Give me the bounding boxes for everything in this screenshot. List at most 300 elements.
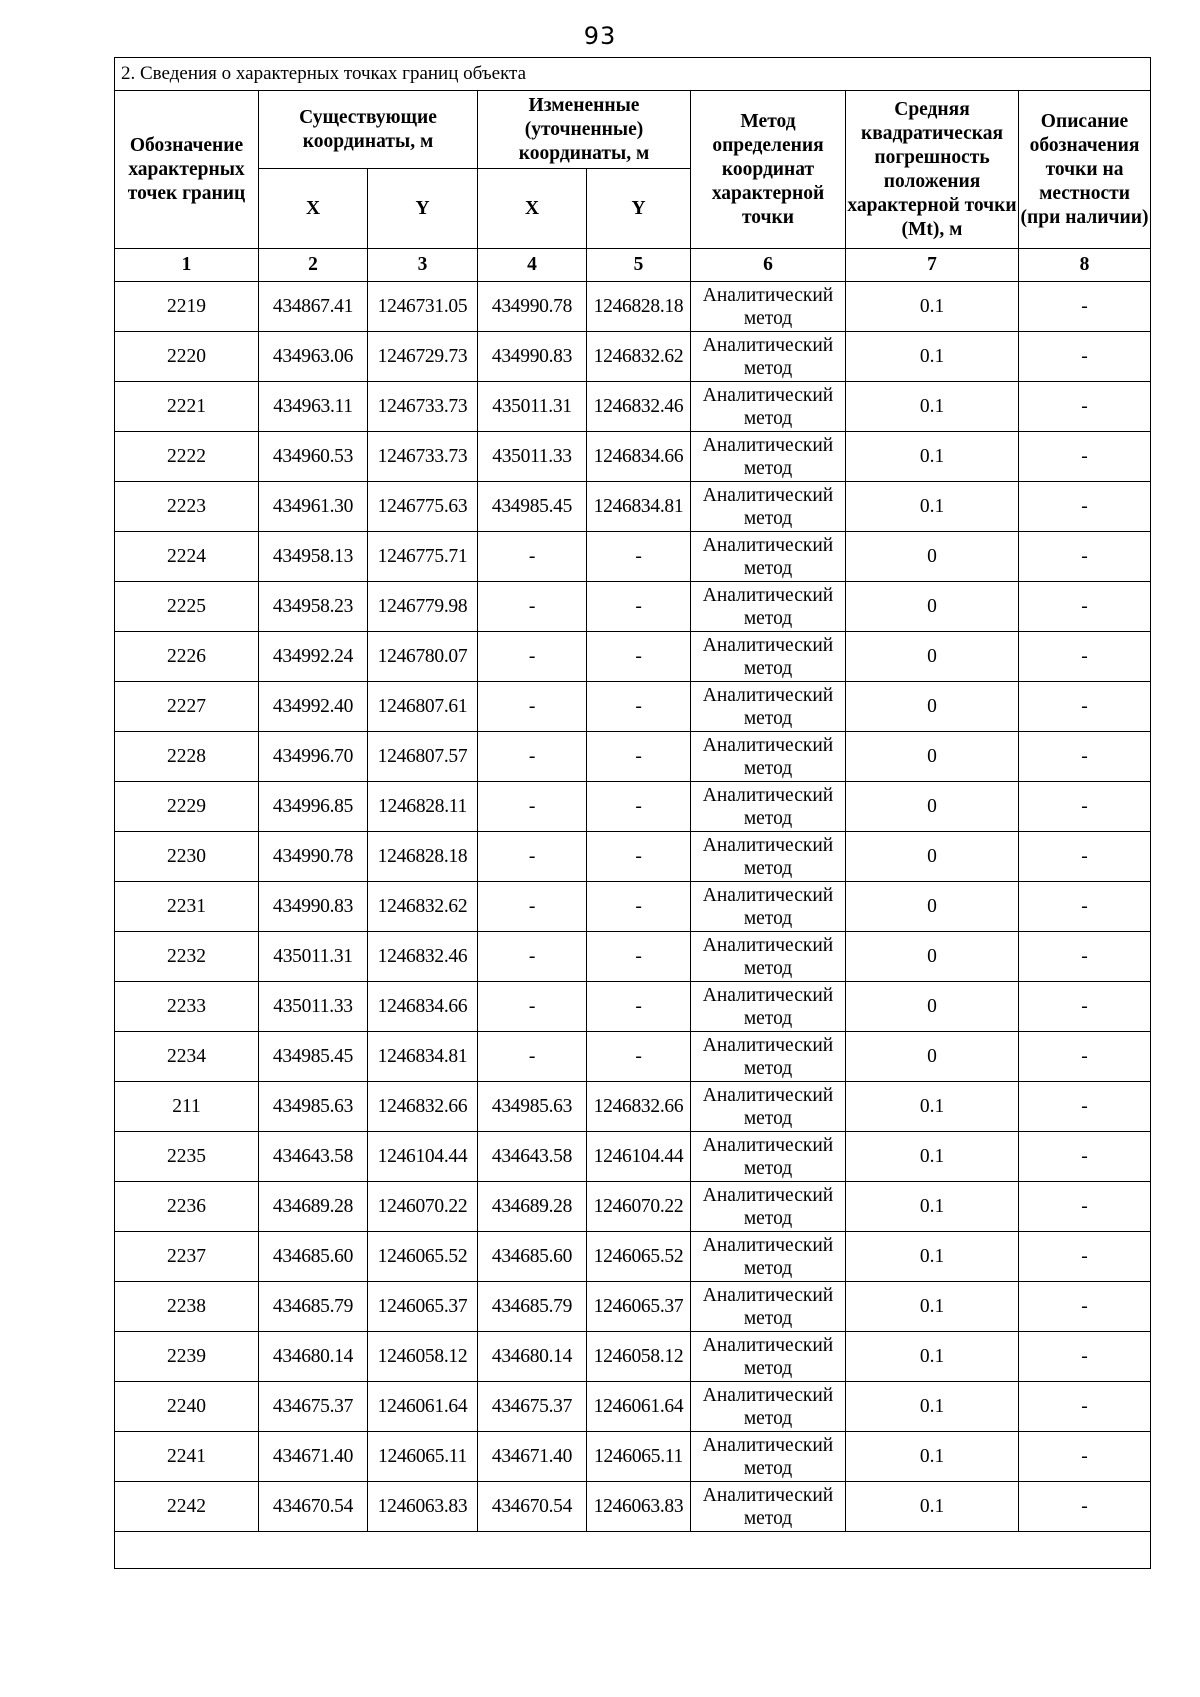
description-cell: -: [1019, 382, 1151, 432]
existing-x-cell: 434992.24: [259, 632, 368, 682]
table-row: [115, 1182, 1151, 1232]
changed-y-cell: -: [587, 932, 691, 982]
table-row: [115, 682, 1151, 732]
existing-x-cell: 434996.85: [259, 782, 368, 832]
point-id-cell: 211: [115, 1082, 259, 1132]
existing-y-cell: 1246834.81: [368, 1032, 478, 1082]
error-cell: 0.1: [846, 382, 1019, 432]
error-cell: 0.1: [846, 1382, 1019, 1432]
method-line-2: метод: [743, 1107, 793, 1129]
method-cell: [691, 782, 846, 832]
point-id-cell: 2228: [115, 732, 259, 782]
point-id-cell: 2222: [115, 432, 259, 482]
method-line-1: Аналитический: [702, 1334, 834, 1356]
method-line-1: Аналитический: [702, 484, 834, 506]
method-line-2: метод: [743, 1357, 793, 1379]
point-id-cell: 2221: [115, 382, 259, 432]
description-cell: -: [1019, 932, 1151, 982]
error-cell: 0: [846, 682, 1019, 732]
point-id-cell: 2223: [115, 482, 259, 532]
changed-x-cell: 434990.78: [478, 282, 587, 332]
changed-y-cell: -: [587, 632, 691, 682]
method-line-1: Аналитический: [702, 1084, 834, 1106]
column-number: 1: [115, 249, 259, 282]
changed-x-cell: 434675.37: [478, 1382, 587, 1432]
changed-x-cell: 434990.83: [478, 332, 587, 382]
error-cell: 0: [846, 1032, 1019, 1082]
column-number: 3: [368, 249, 478, 282]
description-cell: -: [1019, 1432, 1151, 1482]
method-line-2: метод: [743, 1457, 793, 1479]
method-cell: [691, 1332, 846, 1382]
method-line-1: Аналитический: [702, 1284, 834, 1306]
point-id-cell: 2237: [115, 1232, 259, 1282]
existing-x-cell: 434643.58: [259, 1132, 368, 1182]
description-cell: -: [1019, 682, 1151, 732]
table-row: [115, 932, 1151, 982]
header-existing-x: X: [259, 169, 368, 249]
header-designation: Обозначение характерных точек границ: [115, 91, 259, 249]
point-id-cell: 2238: [115, 1282, 259, 1332]
error-cell: 0.1: [846, 1432, 1019, 1482]
point-id-cell: 2219: [115, 282, 259, 332]
changed-x-cell: 434685.79: [478, 1282, 587, 1332]
method-cell: [691, 632, 846, 682]
changed-y-cell: -: [587, 882, 691, 932]
method-line-1: Аналитический: [702, 984, 834, 1006]
existing-y-cell: 1246828.18: [368, 832, 478, 882]
method-cell: [691, 332, 846, 382]
error-cell: 0.1: [846, 1132, 1019, 1182]
changed-x-cell: -: [478, 932, 587, 982]
changed-x-cell: -: [478, 632, 587, 682]
point-id-cell: 2230: [115, 832, 259, 882]
existing-x-cell: 434963.06: [259, 332, 368, 382]
existing-x-cell: 434671.40: [259, 1432, 368, 1482]
existing-y-cell: 1246775.63: [368, 482, 478, 532]
method-line-2: метод: [743, 1407, 793, 1429]
error-cell: 0: [846, 982, 1019, 1032]
changed-x-cell: -: [478, 732, 587, 782]
changed-x-cell: 434985.63: [478, 1082, 587, 1132]
error-cell: 0.1: [846, 432, 1019, 482]
method-cell: [691, 282, 846, 332]
existing-y-cell: 1246733.73: [368, 432, 478, 482]
method-line-2: метод: [743, 607, 793, 629]
existing-x-cell: 434992.40: [259, 682, 368, 732]
method-line-1: Аналитический: [702, 1034, 834, 1056]
changed-x-cell: 434670.54: [478, 1482, 587, 1532]
table-row: [115, 1082, 1151, 1132]
method-cell: [691, 682, 846, 732]
changed-y-cell: -: [587, 832, 691, 882]
changed-x-cell: -: [478, 582, 587, 632]
error-cell: 0: [846, 932, 1019, 982]
description-cell: -: [1019, 582, 1151, 632]
method-cell: [691, 982, 846, 1032]
existing-y-cell: 1246061.64: [368, 1382, 478, 1432]
existing-x-cell: 434685.79: [259, 1282, 368, 1332]
table-row: [115, 482, 1151, 532]
description-cell: -: [1019, 482, 1151, 532]
method-line-1: Аналитический: [702, 634, 834, 656]
point-id-cell: 2240: [115, 1382, 259, 1432]
error-cell: 0: [846, 582, 1019, 632]
existing-x-cell: 434961.30: [259, 482, 368, 532]
table-row: [115, 1232, 1151, 1282]
description-cell: -: [1019, 832, 1151, 882]
changed-x-cell: 434671.40: [478, 1432, 587, 1482]
changed-x-cell: 434689.28: [478, 1182, 587, 1232]
error-cell: 0: [846, 632, 1019, 682]
method-cell: [691, 932, 846, 982]
existing-x-cell: 434985.45: [259, 1032, 368, 1082]
existing-x-cell: 434963.11: [259, 382, 368, 432]
method-cell: [691, 432, 846, 482]
existing-y-cell: 1246065.11: [368, 1432, 478, 1482]
error-cell: 0: [846, 782, 1019, 832]
point-id-cell: 2236: [115, 1182, 259, 1232]
header-description: Описание обозначения точки на местности (при наличии): [1019, 91, 1151, 249]
method-line-1: Аналитический: [702, 1384, 834, 1406]
existing-x-cell: 434996.70: [259, 732, 368, 782]
changed-x-cell: 434685.60: [478, 1232, 587, 1282]
method-line-1: Аналитический: [702, 1434, 834, 1456]
method-line-2: метод: [743, 1257, 793, 1279]
existing-x-cell: 435011.33: [259, 982, 368, 1032]
existing-y-cell: 1246063.83: [368, 1482, 478, 1532]
method-line-2: метод: [743, 457, 793, 479]
method-line-2: метод: [743, 507, 793, 529]
method-cell: [691, 1182, 846, 1232]
header-error: Средняя квадратическая погрешность положения характерной точки (Mt), м: [846, 91, 1019, 249]
table-row: [115, 632, 1151, 682]
changed-y-cell: 1246063.83: [587, 1482, 691, 1532]
description-cell: -: [1019, 782, 1151, 832]
existing-y-cell: 1246832.66: [368, 1082, 478, 1132]
description-cell: -: [1019, 282, 1151, 332]
method-line-1: Аналитический: [702, 1484, 834, 1506]
method-line-1: Аналитический: [702, 1184, 834, 1206]
existing-y-cell: 1246832.46: [368, 932, 478, 982]
column-number: 5: [587, 249, 691, 282]
error-cell: 0: [846, 882, 1019, 932]
existing-y-cell: 1246733.73: [368, 382, 478, 432]
table-row: [115, 732, 1151, 782]
changed-x-cell: 434643.58: [478, 1132, 587, 1182]
method-cell: [691, 1132, 846, 1182]
table-row: [115, 982, 1151, 1032]
existing-x-cell: 434990.83: [259, 882, 368, 932]
error-cell: 0: [846, 832, 1019, 882]
existing-y-cell: 1246729.73: [368, 332, 478, 382]
header-changed-x: X: [478, 169, 587, 249]
description-cell: -: [1019, 1232, 1151, 1282]
error-cell: 0: [846, 732, 1019, 782]
error-cell: 0.1: [846, 1232, 1019, 1282]
table-row: [115, 332, 1151, 382]
changed-y-cell: 1246834.81: [587, 482, 691, 532]
table-row: [115, 832, 1151, 882]
method-line-1: Аналитический: [702, 434, 834, 456]
changed-x-cell: 434680.14: [478, 1332, 587, 1382]
method-line-1: Аналитический: [702, 934, 834, 956]
method-line-1: Аналитический: [702, 784, 834, 806]
changed-x-cell: -: [478, 1032, 587, 1082]
point-id-cell: 2233: [115, 982, 259, 1032]
existing-y-cell: 1246065.52: [368, 1232, 478, 1282]
changed-y-cell: 1246065.52: [587, 1232, 691, 1282]
method-line-1: Аналитический: [702, 684, 834, 706]
changed-y-cell: 1246058.12: [587, 1332, 691, 1382]
table-row: [115, 782, 1151, 832]
method-cell: [691, 882, 846, 932]
method-cell: [691, 1482, 846, 1532]
changed-x-cell: -: [478, 682, 587, 732]
existing-x-cell: 434689.28: [259, 1182, 368, 1232]
method-line-2: метод: [743, 407, 793, 429]
changed-x-cell: -: [478, 832, 587, 882]
description-cell: -: [1019, 1332, 1151, 1382]
description-cell: -: [1019, 1132, 1151, 1182]
method-cell: [691, 482, 846, 532]
method-line-1: Аналитический: [702, 834, 834, 856]
method-cell: [691, 1032, 846, 1082]
point-id-cell: 2225: [115, 582, 259, 632]
method-line-2: метод: [743, 907, 793, 929]
column-number: 4: [478, 249, 587, 282]
method-cell: [691, 1282, 846, 1332]
point-id-cell: 2232: [115, 932, 259, 982]
method-cell: [691, 1382, 846, 1432]
method-cell: [691, 1432, 846, 1482]
changed-x-cell: -: [478, 882, 587, 932]
method-line-2: метод: [743, 307, 793, 329]
changed-y-cell: -: [587, 682, 691, 732]
table-row: [115, 282, 1151, 332]
existing-x-cell: 435011.31: [259, 932, 368, 982]
existing-y-cell: 1246104.44: [368, 1132, 478, 1182]
existing-y-cell: 1246731.05: [368, 282, 478, 332]
changed-y-cell: -: [587, 1032, 691, 1082]
changed-y-cell: 1246834.66: [587, 432, 691, 482]
table-row: [115, 532, 1151, 582]
error-cell: 0: [846, 532, 1019, 582]
method-line-2: метод: [743, 1307, 793, 1329]
point-id-cell: 2239: [115, 1332, 259, 1382]
method-line-1: Аналитический: [702, 1234, 834, 1256]
method-line-1: Аналитический: [702, 734, 834, 756]
table-row: [115, 582, 1151, 632]
table-row: [115, 1432, 1151, 1482]
changed-y-cell: 1246832.46: [587, 382, 691, 432]
column-number: 7: [846, 249, 1019, 282]
method-line-1: Аналитический: [702, 1134, 834, 1156]
point-id-cell: 2231: [115, 882, 259, 932]
header-existing-y: Y: [368, 169, 478, 249]
existing-x-cell: 434958.13: [259, 532, 368, 582]
existing-x-cell: 434675.37: [259, 1382, 368, 1432]
existing-y-cell: 1246780.07: [368, 632, 478, 682]
method-line-2: метод: [743, 1057, 793, 1079]
description-cell: -: [1019, 1382, 1151, 1432]
method-cell: [691, 1232, 846, 1282]
description-cell: -: [1019, 732, 1151, 782]
table-row: [115, 882, 1151, 932]
method-line-2: метод: [743, 1207, 793, 1229]
table-row: [115, 1482, 1151, 1532]
table-row: [115, 1032, 1151, 1082]
existing-y-cell: 1246779.98: [368, 582, 478, 632]
changed-x-cell: 435011.33: [478, 432, 587, 482]
existing-x-cell: 434958.23: [259, 582, 368, 632]
description-cell: -: [1019, 1082, 1151, 1132]
method-line-1: Аналитический: [702, 284, 834, 306]
method-line-2: метод: [743, 1507, 793, 1529]
method-line-2: метод: [743, 857, 793, 879]
error-cell: 0.1: [846, 1482, 1019, 1532]
changed-y-cell: 1246104.44: [587, 1132, 691, 1182]
table-row: [115, 1132, 1151, 1182]
existing-x-cell: 434680.14: [259, 1332, 368, 1382]
empty-footer-row: [115, 1532, 1151, 1569]
changed-y-cell: 1246070.22: [587, 1182, 691, 1232]
existing-y-cell: 1246058.12: [368, 1332, 478, 1382]
point-id-cell: 2234: [115, 1032, 259, 1082]
changed-y-cell: -: [587, 582, 691, 632]
error-cell: 0.1: [846, 332, 1019, 382]
existing-y-cell: 1246832.62: [368, 882, 478, 932]
method-cell: [691, 382, 846, 432]
existing-x-cell: 434867.41: [259, 282, 368, 332]
description-cell: -: [1019, 432, 1151, 482]
method-cell: [691, 832, 846, 882]
existing-y-cell: 1246807.57: [368, 732, 478, 782]
point-id-cell: 2229: [115, 782, 259, 832]
changed-y-cell: 1246065.37: [587, 1282, 691, 1332]
error-cell: 0.1: [846, 1082, 1019, 1132]
method-cell: [691, 732, 846, 782]
method-cell: [691, 582, 846, 632]
column-number: 6: [691, 249, 846, 282]
error-cell: 0.1: [846, 282, 1019, 332]
column-number-row: [115, 249, 1151, 282]
method-line-2: метод: [743, 1157, 793, 1179]
description-cell: -: [1019, 982, 1151, 1032]
error-cell: 0.1: [846, 1182, 1019, 1232]
point-id-cell: 2226: [115, 632, 259, 682]
description-cell: -: [1019, 1182, 1151, 1232]
existing-y-cell: 1246834.66: [368, 982, 478, 1032]
changed-y-cell: 1246832.66: [587, 1082, 691, 1132]
boundary-points-table: [114, 57, 1151, 1569]
point-id-cell: 2242: [115, 1482, 259, 1532]
point-id-cell: 2220: [115, 332, 259, 382]
error-cell: 0.1: [846, 1282, 1019, 1332]
method-line-1: Аналитический: [702, 534, 834, 556]
point-id-cell: 2227: [115, 682, 259, 732]
method-line-2: метод: [743, 807, 793, 829]
changed-y-cell: 1246832.62: [587, 332, 691, 382]
changed-x-cell: 434985.45: [478, 482, 587, 532]
existing-y-cell: 1246828.11: [368, 782, 478, 832]
changed-y-cell: 1246065.11: [587, 1432, 691, 1482]
method-line-1: Аналитический: [702, 334, 834, 356]
description-cell: -: [1019, 882, 1151, 932]
table-row: [115, 1282, 1151, 1332]
existing-x-cell: 434685.60: [259, 1232, 368, 1282]
error-cell: 0.1: [846, 1332, 1019, 1382]
description-cell: -: [1019, 1032, 1151, 1082]
description-cell: -: [1019, 332, 1151, 382]
description-cell: -: [1019, 532, 1151, 582]
changed-y-cell: -: [587, 532, 691, 582]
existing-x-cell: 434985.63: [259, 1082, 368, 1132]
column-number: 8: [1019, 249, 1151, 282]
method-cell: [691, 532, 846, 582]
empty-footer-cell: [115, 1532, 1151, 1569]
header-existing-coordinates: Существующие координаты, м: [259, 91, 478, 169]
description-cell: -: [1019, 632, 1151, 682]
changed-y-cell: -: [587, 782, 691, 832]
method-line-2: метод: [743, 957, 793, 979]
table-row: [115, 382, 1151, 432]
changed-x-cell: -: [478, 782, 587, 832]
changed-y-cell: 1246828.18: [587, 282, 691, 332]
changed-y-cell: -: [587, 732, 691, 782]
table-body: [115, 282, 1151, 1532]
header-method: Метод определения координат характерной точки: [691, 91, 846, 249]
point-id-cell: 2224: [115, 532, 259, 582]
method-line-2: метод: [743, 357, 793, 379]
header-changed-coordinates: Измененные (уточненные) координаты, м: [478, 91, 691, 169]
method-line-2: метод: [743, 757, 793, 779]
existing-y-cell: 1246065.37: [368, 1282, 478, 1332]
existing-y-cell: 1246070.22: [368, 1182, 478, 1232]
method-line-1: Аналитический: [702, 584, 834, 606]
method-line-1: Аналитический: [702, 384, 834, 406]
section-title: 2. Сведения о характерных точках границ объекта: [115, 58, 1151, 91]
changed-y-cell: 1246061.64: [587, 1382, 691, 1432]
method-line-2: метод: [743, 1007, 793, 1029]
column-number: 2: [259, 249, 368, 282]
existing-y-cell: 1246807.61: [368, 682, 478, 732]
changed-x-cell: -: [478, 982, 587, 1032]
table-row: [115, 1382, 1151, 1432]
table-row: [115, 432, 1151, 482]
existing-y-cell: 1246775.71: [368, 532, 478, 582]
method-line-2: метод: [743, 657, 793, 679]
point-id-cell: 2235: [115, 1132, 259, 1182]
method-line-2: метод: [743, 707, 793, 729]
table-row: [115, 1332, 1151, 1382]
method-line-1: Аналитический: [702, 884, 834, 906]
existing-x-cell: 434960.53: [259, 432, 368, 482]
description-cell: -: [1019, 1482, 1151, 1532]
page-number: 93: [583, 22, 617, 50]
description-cell: -: [1019, 1282, 1151, 1332]
existing-x-cell: 434990.78: [259, 832, 368, 882]
method-line-2: метод: [743, 557, 793, 579]
header-changed-y: Y: [587, 169, 691, 249]
changed-y-cell: -: [587, 982, 691, 1032]
method-cell: [691, 1082, 846, 1132]
error-cell: 0.1: [846, 482, 1019, 532]
existing-x-cell: 434670.54: [259, 1482, 368, 1532]
point-id-cell: 2241: [115, 1432, 259, 1482]
changed-x-cell: -: [478, 532, 587, 582]
changed-x-cell: 435011.31: [478, 382, 587, 432]
